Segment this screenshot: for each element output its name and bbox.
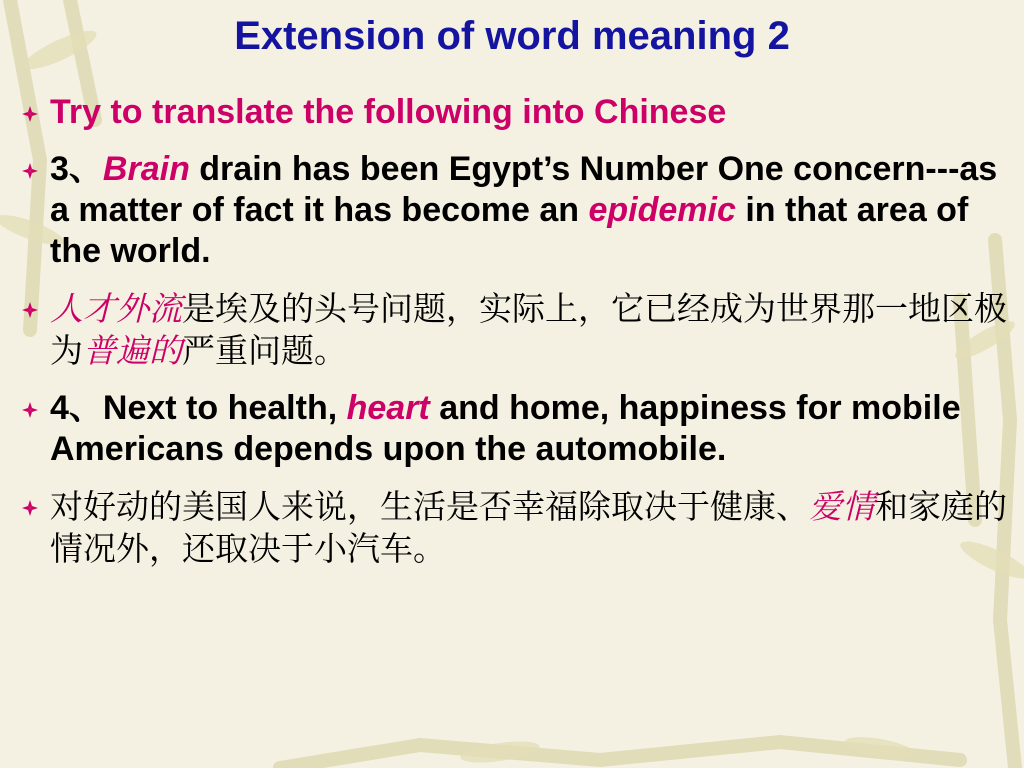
bullet-translation-4	[22, 486, 1012, 570]
diamond-bullet-icon	[22, 163, 38, 179]
highlight-word: 普遍的	[83, 331, 182, 370]
bullet-sentence-3	[22, 149, 1012, 272]
highlight-word: heart	[346, 389, 430, 427]
bullet-translation-3	[22, 288, 1012, 372]
translation-text: 严重问题。	[182, 331, 347, 370]
highlight-word: 爱情	[809, 487, 875, 526]
highlight-word: epidemic	[588, 191, 736, 229]
highlight-word: 人才外流	[50, 289, 182, 328]
sentence-text: drain has been Egypt’s Number One concern---as a matter of fact it has become an	[50, 150, 998, 229]
diamond-bullet-icon	[22, 402, 38, 418]
translation-text: 是埃及的头号问题，实际上，它已经成为世界那一地区极为	[50, 289, 1007, 370]
bullet-list	[22, 92, 1012, 586]
diamond-bullet-icon	[22, 500, 38, 516]
bullet-text: Try to translate the following into Chinese	[50, 93, 727, 131]
diamond-bullet-icon	[22, 106, 38, 122]
sentence-text: 4、Next to health,	[50, 389, 347, 427]
sentence-text: in that area of the world.	[50, 191, 969, 270]
highlight-word: Brain	[102, 150, 190, 188]
translation-text: 对好动的美国人来说，生活是否幸福除取决于健康、	[50, 487, 809, 526]
bullet-sentence-4	[22, 388, 1012, 470]
diamond-bullet-icon	[22, 302, 38, 318]
bullet-instruction	[22, 92, 1012, 133]
translation-text: 和家庭的情况外，还取决于小汽车。	[50, 487, 1007, 568]
slide-title: Extension of word meaning 2	[234, 14, 790, 58]
sentence-text: and home, happiness for mobile Americans depends upon the automobile.	[50, 389, 961, 468]
sentence-number: 3、	[50, 150, 103, 188]
